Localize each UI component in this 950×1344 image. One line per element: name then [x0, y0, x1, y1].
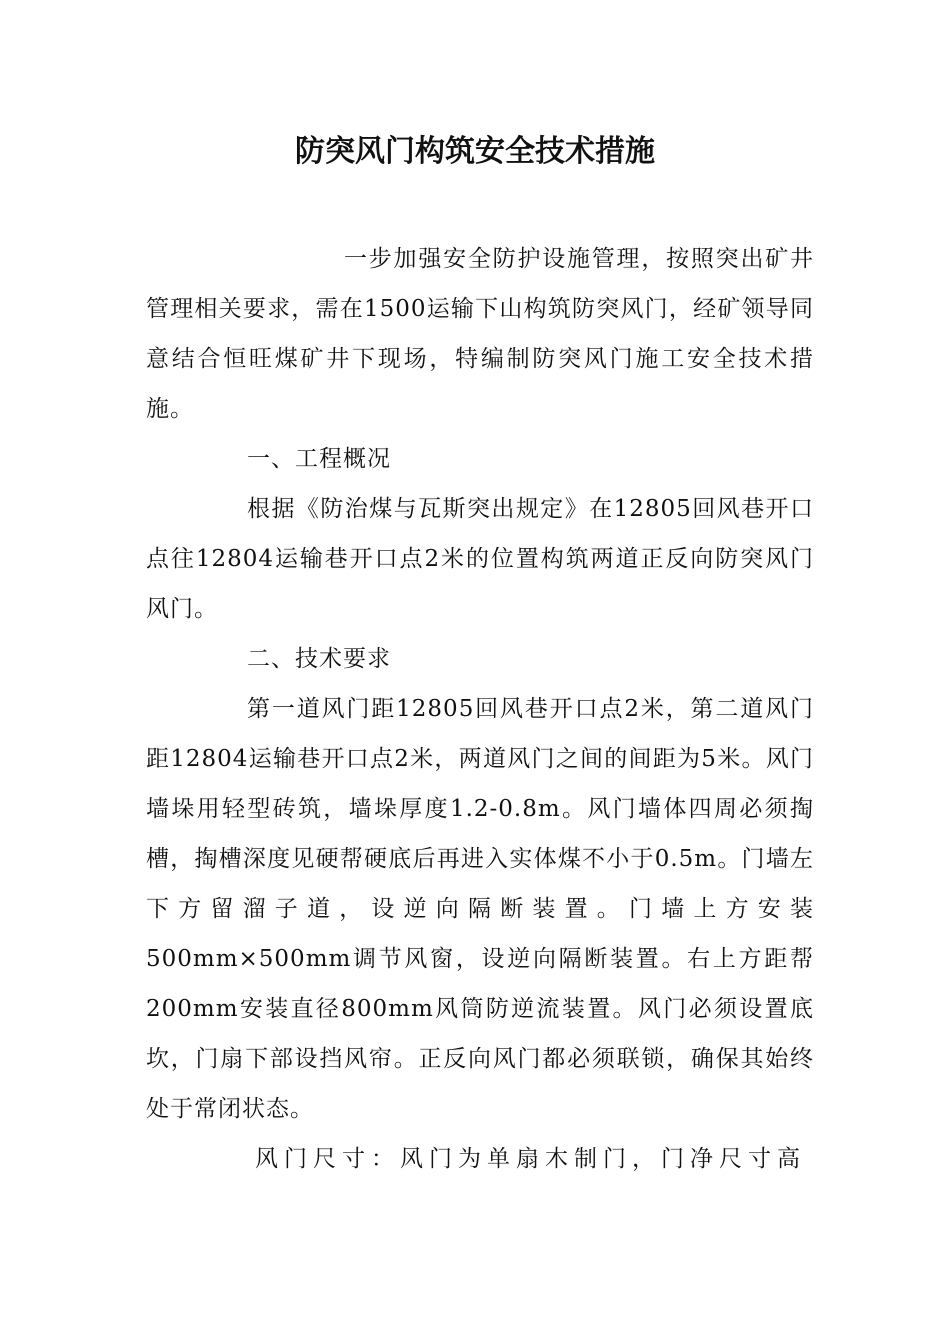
document-body [146, 234, 814, 1184]
overview-paragraph: 根据《防治煤与瓦斯突出规定》在12805回风巷开口点往12804运输巷开口点2米的位置构筑两道正反向防突风门风门。 [146, 496, 814, 622]
section-heading-requirements: 二、技术要求 [247, 646, 391, 672]
document-title: 防突风门构筑安全技术措施 [295, 134, 655, 169]
intro-paragraph: 一步加强安全防护设施管理，按照突出矿井管理相关要求，需在1500运输下山构筑防突风门，经矿领导同意结合恒旺煤矿井下现场，特编制防突风门施工安全技术措施。 [146, 246, 814, 422]
requirements-paragraph: 第一道风门距12805回风巷开口点2米，第二道风门距12804运输巷开口点2米，两道风门之间的间距为5米。风门墙垛用轻型砖筑，墙垛厚度1.2-0.8m。风门墙体四周必须掏槽，掏槽深度见硬帮硬底后再进入实体煤不小于0.5m。门墙左下方留溜子道，设逆向隔断装置。门墙上方安装500mm×500mm调节风窗，设逆向隔断装置。右上方距帮200mm安装直径800mm风筒防逆流装置。风门必须设置底坎，门扇下部设挡风帘。正反向风门都必须联锁，确保其始终处于常闭状态。 [146, 696, 814, 1122]
door-size-paragraph: 风门尺寸：风门为单扇木制门，门净尺寸高 [255, 1146, 806, 1172]
section-heading-overview: 一、工程概况 [247, 446, 391, 472]
